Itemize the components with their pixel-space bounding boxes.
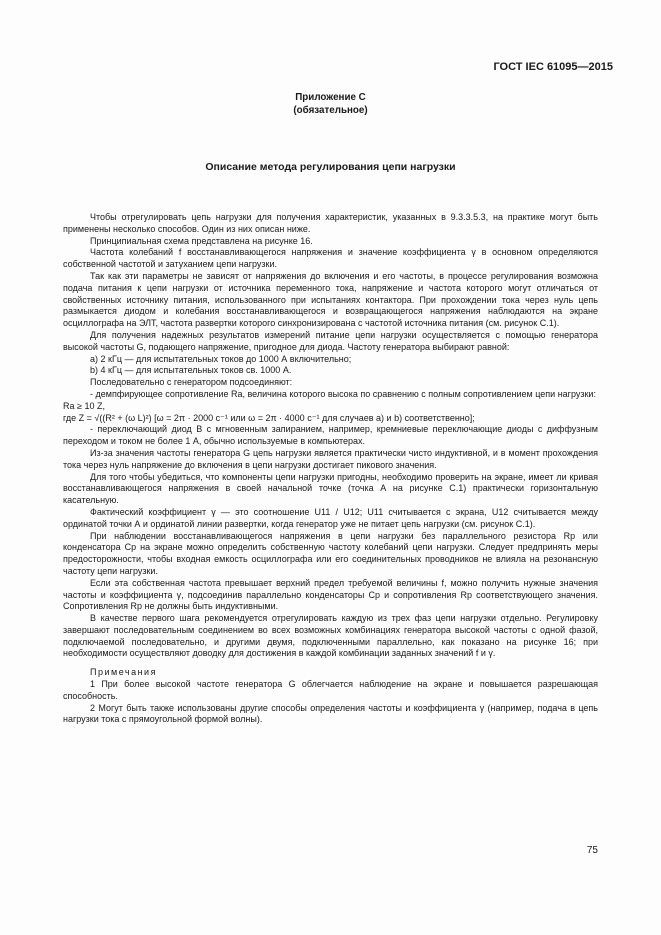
list-item: a) 2 кГц — для испытательных токов до 1000 А включительно; xyxy=(90,353,352,364)
notes-heading: Примечания xyxy=(90,667,157,678)
appendix-title: Приложение С xyxy=(295,92,366,103)
paragraph: При наблюдении восстанавливающегося напряжения в цепи нагрузки без параллельного резистора Rp или конденсатора Cp на экране можно определить собственную частоту колебаний цепи нагрузки. Следует предпринять меры предосторожности, чтобы входная емкость осциллографа или его соединительных проводников не влияла на резонансную частоту цепи нагрузки. xyxy=(63,530,598,576)
appendix-heading xyxy=(0,91,661,117)
paragraph: Частота колебаний f восстанавливающегося напряжения и значение коэффициента γ в основном определяются собственной частотой и затуханием цепи нагрузки. xyxy=(63,247,598,270)
page-number: 75 xyxy=(586,845,598,856)
paragraph: - переключающий диод В с мгновенным запиранием, например, кремниевые переключающие диоды с диффузным переходом и током не более 1 А, обычно используемые в компьютерах. xyxy=(63,424,598,447)
paragraph: Чтобы отрегулировать цепь нагрузки для получения характеристик, указанных в 9.3.3.5.3, на практике могут быть применены несколько способов. Один из них описан ниже. xyxy=(63,212,598,234)
paragraph: Последовательно с генератором подсоединяют: xyxy=(90,377,293,388)
paragraph: Для получения надежных результатов измерений питание цепи нагрузки осуществляется с помощью генератора высокой частоты G, подающего напряжение, пригодное для диода. Частоту генератора выбирают равной: xyxy=(63,329,598,352)
list-item: b) 4 кГц — для испытательных токов св. 1000 А. xyxy=(90,365,292,376)
appendix-status: (обязательное) xyxy=(293,105,368,116)
paragraph: - демпфирующее сопротивление Ra, величина которого высока по сравнению с полным сопротивлением цепи нагрузки: xyxy=(90,388,596,399)
document-header: ГОСТ IEC 61095—2015 xyxy=(493,61,613,73)
document-body xyxy=(63,212,598,726)
paragraph: Принципиальная схема представлена на рисунке 16. xyxy=(90,235,313,246)
note: 2 Могут быть также использованы другие способы определения частоты и коэффициента γ (например, подача в цепь нагрузки тока с прямоугольной формой волны). xyxy=(63,702,598,725)
formula-ra: Ra ≥ 10 Z, xyxy=(63,400,105,411)
formula-z: где Z = √((R² + (ω L)²) [ω = 2π · 2000 с⁻¹ или ω = 2π · 4000 с⁻¹ для случаев a) и b) соответственно]; xyxy=(63,412,475,423)
paragraph: Так как эти параметры не зависят от напряжения до включения и его частоты, в процессе регулирования возможна подача питания к цепи нагрузки от источника переменного тока, напряжение и частота которого могут отличаться от свойственных источнику питания, использованного при испытаниях контактора. При прохождении тока через нуль цепь размыкается диодом и колебания восстанавливающегося и возвращающегося напряжения наблюдаются на экране осциллографа на ЭЛТ, частота развертки которого синхронизирована с частотой источника питания (см. рисунок С.1). xyxy=(63,270,598,329)
paragraph: Для того чтобы убедиться, что компоненты цепи нагрузки пригодны, необходимо проверить на экране, имеет ли кривая восстанавливающегося напряжения в своей начальной точке (точка А на рисунке С.1) практически горизонтальную касательную. xyxy=(63,471,598,506)
paragraph: В качестве первого шага рекомендуется отрегулировать каждую из трех фаз цепи нагрузки отдельно. Регулировку завершают последовательным соединением во всех возможных комбинациях генератора высокой частоты с одной фазой, подключаемой последовательно, и другими двумя, подключенными параллельно, как показано на рисунке 16; при необходимости осуществляют доводку для достижения в каждой комбинации заданных значений f и γ. xyxy=(63,613,598,659)
section-title: Описание метода регулирования цепи нагрузки xyxy=(205,161,456,173)
paragraph: Из-за значения частоты генератора G цепь нагрузки является практически чисто индуктивной, и в момент прохождения тока через нуль напряжение до включения в цепи нагрузки достигает пикового значения. xyxy=(63,447,598,470)
paragraph: Если эта собственная частота превышает верхний предел требуемой величины f, можно получить нужные значения частоты и коэффициента γ, подсоединив параллельно конденсаторы Cp и сопротивления Rp соответствующего значения. Сопротивления Rp не должны быть индуктивными. xyxy=(63,577,598,612)
note: 1 При более высокой частоте генератора G облегчается наблюдение на экране и повышается разрешающая способность. xyxy=(63,679,598,701)
paragraph: Фактический коэффициент γ — это соотношение U11 / U12; U11 считывается с экрана, U12 считывается между ординатой точки А и ординатой линии развертки, когда генератор уже не питает цепь нагрузки (см. рисунок С.1). xyxy=(63,506,598,529)
